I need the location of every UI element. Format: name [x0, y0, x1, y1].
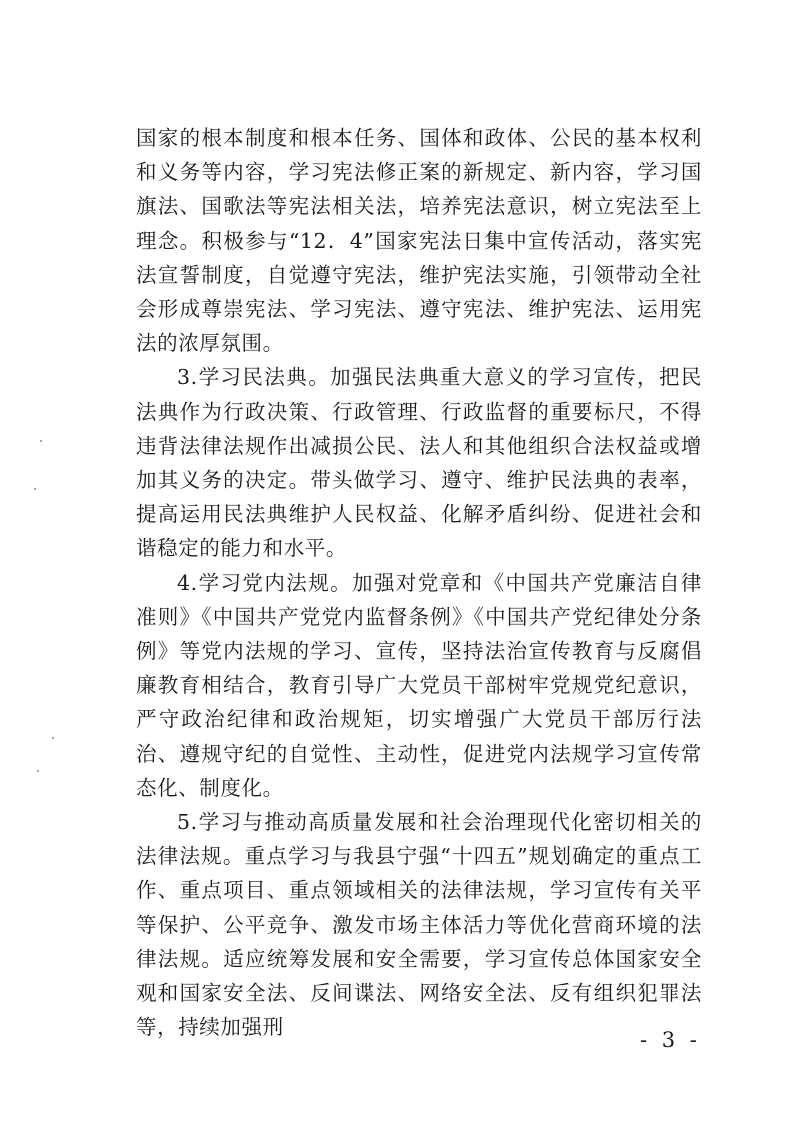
scan-speck — [37, 770, 39, 772]
scan-speck — [34, 488, 36, 490]
scan-speck — [52, 737, 54, 739]
paragraph-civil-code: 3.学习民法典。加强民法典重大意义的学习宣传，把民法典作为行政决策、行政管理、行政监督的重要标尺，不得违背法律法规作出减损公民、法人和其他组织合法权益或增加其义务的决定。带头做学习、遵守、维护民法典的表率，提高运用民法典维护人民权益、化解矛盾纠纷、促进社会和谐稳定的能力和水平。 — [136, 365, 702, 561]
paragraph-development-laws: 5.学习与推动高质量发展和社会治理现代化密切相关的法律法规。重点学习与我县宁强“十四五”规划确定的重点工作、重点项目、重点领域相关的法律法规，学习宣传有关平等保护、公平竞争、激发市场主体活力等优化营商环境的法律法规。适应统筹发展和安全需要，学习宣传总体国家安全观和国家安全法、反间谍法、网络安全法、反有组织犯罪法等，持续加强刑 — [136, 810, 702, 1040]
paragraph-party-regulations: 4.学习党内法规。加强对党章和《中国共产党廉洁自律准则》《中国共产党党内监督条例》《中国共产党纪律处分条例》等党内法规的学习、宣传，坚持法治宣传教育与反腐倡廉教育相结合，教育引导广大党员干部树牢党规党纪意识，严守政治纪律和政治规矩，切实增强广大党员干部厉行法治、遵规守纪的自觉性、主动性，促进党内法规学习宣传常态化、制度化。 — [136, 570, 702, 800]
paragraph-continuation: 国家的根本制度和根本任务、国体和政体、公民的基本权利和义务等内容，学习宪法修正案的新规定、新内容，学习国旗法、国歌法等宪法相关法，培养宪法意识，树立宪法至上理念。积极参与“12．4”国家宪法日集中宣传活动，落实宪法宣誓制度，自觉遵守宪法，维护宪法实施，引领带动全社会形成尊崇宪法、学习宪法、遵守宪法、维护宪法、运用宪法的浓厚氛围。 — [136, 126, 702, 356]
scan-speck — [40, 440, 42, 442]
page-number: - 3 - — [640, 1028, 701, 1052]
body-text — [136, 121, 702, 1044]
